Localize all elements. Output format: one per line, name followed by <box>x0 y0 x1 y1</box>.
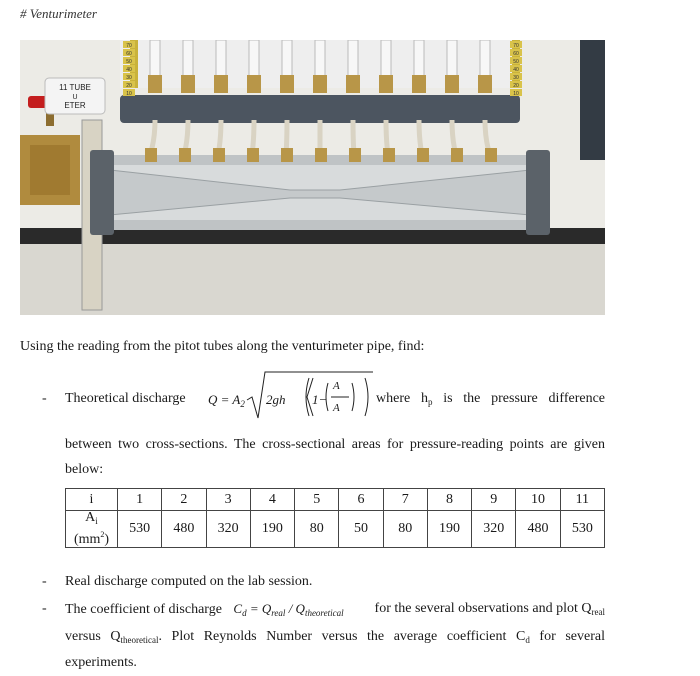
pipe-tap-fitting <box>383 148 395 162</box>
tube-fitting <box>280 75 294 93</box>
table-area-cell: 190 <box>427 511 471 548</box>
device-label-bottom: ETER <box>64 101 86 110</box>
tube-fitting <box>346 75 360 93</box>
tube-fitting <box>181 75 195 93</box>
scale-label: 70 <box>126 43 132 49</box>
table-area-cell: 480 <box>516 511 560 548</box>
tube-fitting <box>478 75 492 93</box>
device-label-mid: U <box>72 94 78 101</box>
coef-line2-c: for several <box>529 629 605 644</box>
intro-text: Using the reading from the pitot tubes along the venturimeter pipe, find: <box>20 339 425 354</box>
table-area-cell: 80 <box>383 511 427 548</box>
bullet-coefficient <box>65 601 605 618</box>
formula-2gh: 2gh <box>266 392 286 407</box>
table-index-cell: 10 <box>516 489 560 511</box>
header-a-sub: i <box>95 516 98 526</box>
suffix-rest: is the pressure difference <box>432 391 605 406</box>
header-unit-sup: 2 <box>100 530 105 539</box>
pipe-tap-fitting <box>417 148 429 162</box>
coef-slash: / Q <box>285 601 305 616</box>
table-index-cell: 3 <box>206 489 250 511</box>
scale-label: 20 <box>126 83 132 89</box>
pipe-tap-fitting <box>315 148 327 162</box>
tube-fitting <box>445 75 459 93</box>
coef-suffix-text: for the several observations and plot Q <box>374 601 592 616</box>
scale-label: 20 <box>513 83 519 89</box>
formula-frac-den: A <box>333 402 340 414</box>
theoretical-prefix: Theoretical discharge <box>65 391 186 406</box>
pipe-tap-fitting <box>451 148 463 162</box>
coef-line2-sub: theoretical <box>120 635 159 645</box>
formula-q: Q = A <box>208 392 241 407</box>
table-header-i: i <box>66 489 118 511</box>
tube-fitting <box>313 75 327 93</box>
coef-suffix-sub: real <box>591 607 605 617</box>
pipe-tap-fitting <box>281 148 293 162</box>
pipe-tap-fitting <box>179 148 191 162</box>
coef-c: C <box>233 601 243 616</box>
theoretical-formula <box>208 392 245 409</box>
pipe-tap-fitting <box>145 148 157 162</box>
coef-c-sub: d <box>242 608 247 618</box>
pipe-tap-fitting <box>349 148 361 162</box>
section-heading: # Venturimeter <box>20 6 97 21</box>
scale-label: 60 <box>513 51 519 57</box>
tube-fitting <box>247 75 261 93</box>
device-label-top: 11 TUBE <box>59 83 91 92</box>
scale-label: 60 <box>126 51 132 57</box>
table-index-cell: 8 <box>427 489 471 511</box>
table-index-cell: 11 <box>560 489 604 511</box>
coef-formula <box>233 601 343 616</box>
table-index-cell: 2 <box>162 489 206 511</box>
table-header-area <box>66 511 118 548</box>
suffix-where: where h <box>376 391 428 406</box>
header-unit-end: ) <box>104 532 110 547</box>
table-index-cell: 5 <box>295 489 339 511</box>
scale-label: 30 <box>126 75 132 81</box>
scale-label: 40 <box>126 67 132 73</box>
coefficient-line-3: experiments. <box>65 655 137 670</box>
table-area-cell: 320 <box>206 511 250 548</box>
bullet-dash-3: - <box>42 601 47 616</box>
formula-frac-num: A <box>333 380 340 392</box>
coef-theo-sub: theoretical <box>304 608 344 618</box>
radical-sign <box>245 370 375 424</box>
table-index-cell: 7 <box>383 489 427 511</box>
table-index-cell: 6 <box>339 489 383 511</box>
table-index-cell: 9 <box>472 489 516 511</box>
bullet-theoretical <box>65 370 605 424</box>
theoretical-line-2: between two cross-sections. The cross-sectional areas for pressure-reading points are given <box>65 437 605 452</box>
table-area-cell: 190 <box>250 511 294 548</box>
table-area-cell: 480 <box>162 511 206 548</box>
areas-table <box>65 488 605 548</box>
coef-prefix: The coefficient of discharge <box>65 602 222 617</box>
scale-label: 10 <box>513 91 519 97</box>
coef-line2-b: . Plot Reynolds Number versus the average coefficient C <box>158 629 526 644</box>
scale-label: 70 <box>513 43 519 49</box>
coef-real-sub: real <box>271 608 286 618</box>
coef-line2-sub2: d <box>525 635 530 645</box>
tube-fitting <box>148 75 162 93</box>
scale-label: 50 <box>513 59 519 65</box>
header-unit: (mm <box>73 532 101 547</box>
suffix-sub-p: p <box>427 397 433 407</box>
scale-label: 50 <box>126 59 132 65</box>
table-area-cell: 50 <box>339 511 383 548</box>
tube-fitting <box>379 75 393 93</box>
theoretical-suffix <box>376 391 605 407</box>
coef-line2-a: versus Q <box>65 629 121 644</box>
formula-one-minus: 1− <box>312 392 328 407</box>
coefficient-line-2 <box>65 629 605 645</box>
table-area-cell: 320 <box>472 511 516 548</box>
table-area-cell: 530 <box>560 511 604 548</box>
table-area-cell: 530 <box>118 511 162 548</box>
bullet-dash-1: - <box>42 391 47 406</box>
bullet-dash-2: - <box>42 574 47 589</box>
tube-fitting <box>214 75 228 93</box>
table-index-cell: 4 <box>250 489 294 511</box>
table-index-cell: 1 <box>118 489 162 511</box>
pipe-tap-fitting <box>485 148 497 162</box>
pipe-tap-fitting <box>213 148 225 162</box>
formula-sub-2: 2 <box>240 399 245 409</box>
bullet-real-discharge: Real discharge computed on the lab session. <box>65 574 313 589</box>
coef-suffix <box>375 601 605 617</box>
scale-label: 40 <box>513 67 519 73</box>
scale-label: 10 <box>126 91 132 97</box>
header-a: A <box>85 510 96 525</box>
theoretical-line-3: below: <box>65 462 104 477</box>
table-area-cell: 80 <box>295 511 339 548</box>
coef-eq: = Q <box>246 601 272 616</box>
tube-fitting <box>412 75 426 93</box>
venturimeter-photo <box>20 40 605 315</box>
pipe-tap-fitting <box>247 148 259 162</box>
scale-label: 30 <box>513 75 519 81</box>
